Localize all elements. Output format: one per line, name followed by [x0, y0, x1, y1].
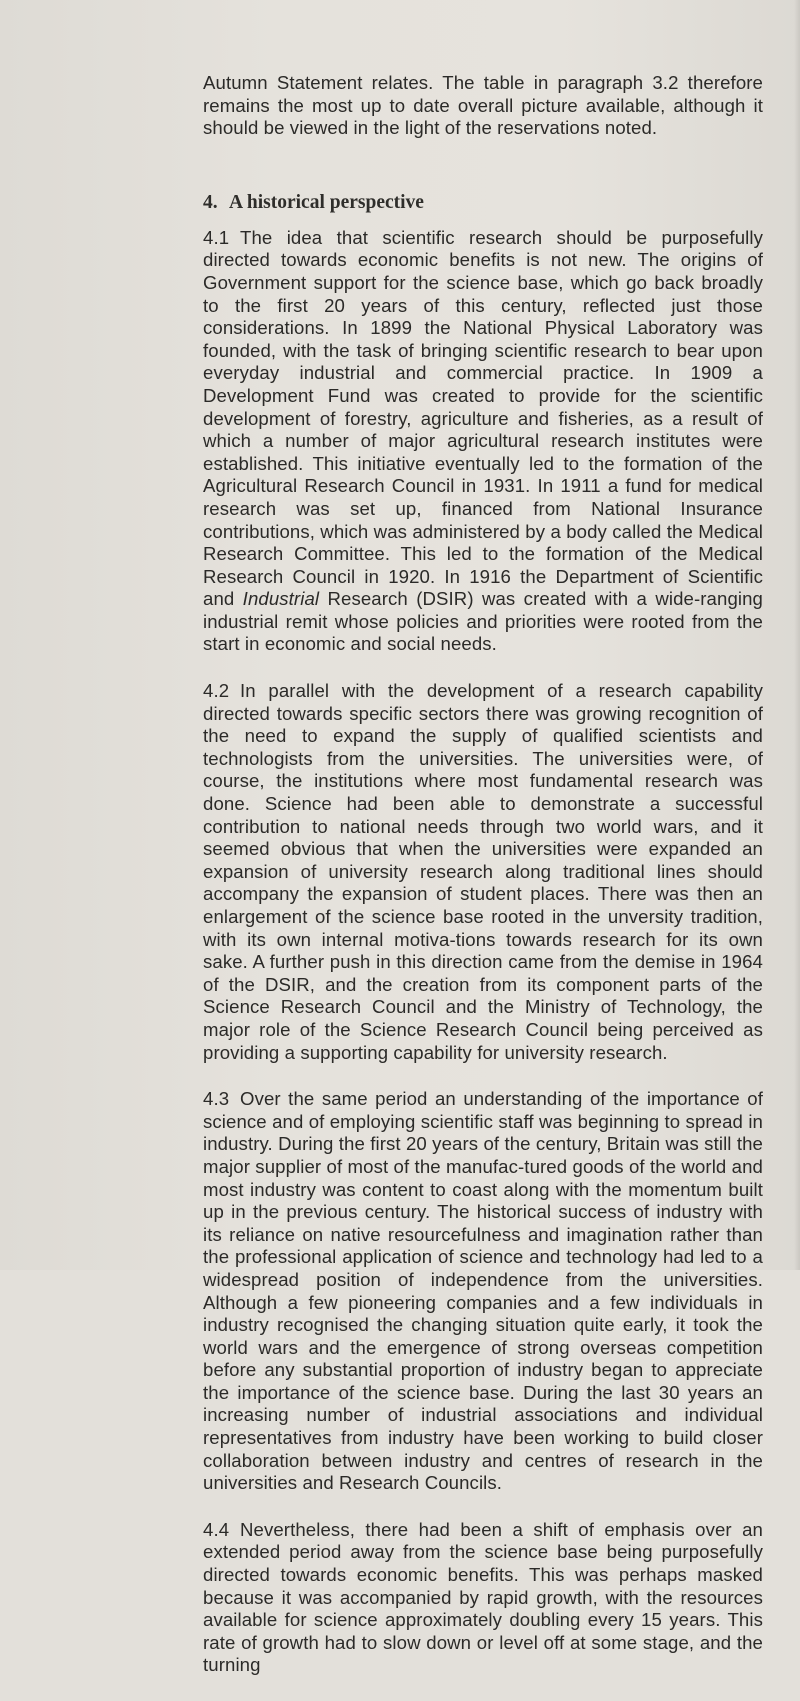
paragraph-4-3: [203, 1088, 763, 1495]
paragraph-text: Nevertheless, there had been a shift of emphasis over an extended period away from the science base being purposefully directed towards economic benefits. This was perhaps masked because it was accompanied by rapid growth, with the resources available for science approximately doubling every 15 years. This rate of growth had to slow down or level off at some stage, and the turning: [203, 1518, 763, 1676]
paragraph-4-1: [203, 227, 763, 656]
paragraph-4-4: [203, 1519, 763, 1677]
paragraph-text: The idea that scientific research should be purposefully directed towards economic benefits is not new. The origins of Government support for the science base, which go back broadly to the first 20 years of this century, reflected just those considerations. In 1899 the National Physical Laboratory was founded, with the task of bringing scientific research to bear upon everyday industrial and commercial practice. In 1909 a Development Fund was created to provide for the scientific development of forestry, agriculture and fisheries, as a result of which a number of major agricultural research institutes were established. This initiative eventually led to the formation of the Agricultural Research Council in 1931. In 1911 a fund for medical research was set up, financed from National Insurance contributions, which was administered by a body called the Medical Research Committee. This led to the formation of the Medical Research Council in 1920. In 1916 the Department of Scientific and: [203, 226, 763, 610]
paragraph-number: 4.2: [203, 680, 230, 702]
paragraph-number: 4.1: [203, 226, 230, 248]
intro-paragraph: Autumn Statement relates. The table in paragraph 3.2 therefore remains the most up to date overall picture available, although it should be viewed in the light of the reservations noted.: [203, 72, 763, 139]
page-content: [203, 72, 763, 1701]
section-title: A historical perspective: [229, 191, 424, 213]
paragraph-emphasis: Industrial: [242, 588, 320, 610]
paragraph-number: 4.4: [203, 1518, 230, 1540]
section-heading: [203, 191, 763, 215]
paragraph-4-2: [203, 680, 763, 1064]
section-number: 4.: [203, 191, 218, 213]
paragraph-text: In parallel with the development of a research capability directed towards specific sectors there was growing recognition of the need to expand the supply of qualified scientists and technologists from the universities. The universities were, of course, the institutions where most fundamental research was done. Science had been able to demonstrate a successful contribution to national needs through two world wars, and it seemed obvious that when the universities were expanded an expansion of university research along traditional lines should accompany the expansion of student places. There was then an enlargement of the science base rooted in the unversity tradition, with its own internal motiva-tions towards research for its own sake. A further push in this direction came from the demise in 1964 of the DSIR, and the creation from its component parts of the Science Research Council and the Ministry of Technology, the major role of the Science Research Council being perceived as providing a supporting capability for university research.: [203, 680, 763, 1063]
paragraph-text-continued: Research (DSIR) was created with a wide-ranging industrial remit whose policies and priorities were rooted from the start in economic and social needs.: [203, 588, 763, 655]
paragraph-number: 4.3: [203, 1088, 230, 1110]
paragraph-text: Over the same period an understanding of the importance of science and of employing scientific staff was beginning to spread in industry. During the first 20 years of the century, Britain was still the major supplier of most of the manufac-tured goods of the world and most industry was content to coast along with the momentum built up in the previous century. The historical success of industry with its reliance on native resourcefulness and imagination rather than the professional application of science and technology had led to a widespread position of independence from the universities. Although a few pioneering companies and a few individuals in industry recognised the changing situation quite early, it took the world wars and the emergence of strong overseas competition before any substantial proportion of industry began to appreciate the importance of the science base. During the last 30 years an increasing number of industrial associations and individual representatives from industry have been working to build closer collaboration between industry and centres of research in the universities and Research Councils.: [203, 1088, 763, 1494]
page-edge-shadow: [794, 0, 800, 1270]
